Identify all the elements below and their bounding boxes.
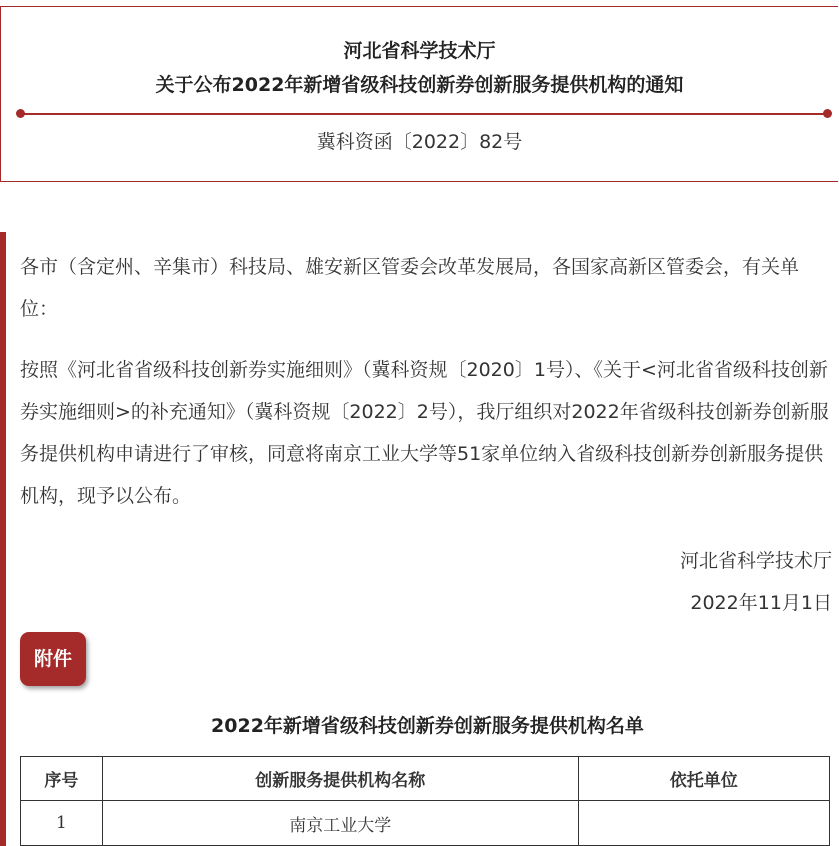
divider-dot-right — [823, 109, 832, 118]
cell-no: 1 — [21, 801, 103, 846]
list-title: 2022年新增省级科技创新券创新服务提供机构名单 — [211, 715, 644, 737]
header-dependent-unit: 依托单位 — [578, 757, 829, 801]
doc-number: 冀科资函〔2022〕82号 — [316, 131, 523, 153]
accent-side-bar — [0, 232, 6, 846]
org-name: 河北省科学技术厅 — [343, 40, 496, 62]
main-paragraph: 按照《河北省省级科技创新券实施细则》（冀科资规〔2020〕1号）、《关于<河北省省级科技创新券实施细则>的补充通知》（冀科资规〔2022〕2号），我厅组织对2022年省级科技创新券创新服务提供机构申请进行了审核，同意将南京工业大学等51家单位纳入省级科技创新券创新服务提供机构，现予以公布。 — [20, 359, 829, 507]
table-row — [21, 801, 830, 846]
attachment-badge: 附件 — [20, 632, 86, 686]
header-org-name: 创新服务提供机构名称 — [102, 757, 578, 801]
cell-org-name: 南京工业大学 — [102, 801, 578, 846]
table-header-row — [21, 757, 830, 801]
date: 2022年11月1日 — [690, 592, 832, 614]
notice-title: 关于公布2022年新增省级科技创新券创新服务提供机构的通知 — [155, 74, 684, 96]
org-table — [20, 756, 830, 846]
cell-dependent-unit — [578, 801, 829, 846]
header-no: 序号 — [21, 757, 103, 801]
signature: 河北省科学技术厅 — [679, 550, 832, 572]
header-divider — [20, 113, 828, 115]
addressee-paragraph: 各市（含定州、辛集市）科技局、雄安新区管委会改革发展局，各国家高新区管委会，有关单位： — [20, 256, 800, 320]
